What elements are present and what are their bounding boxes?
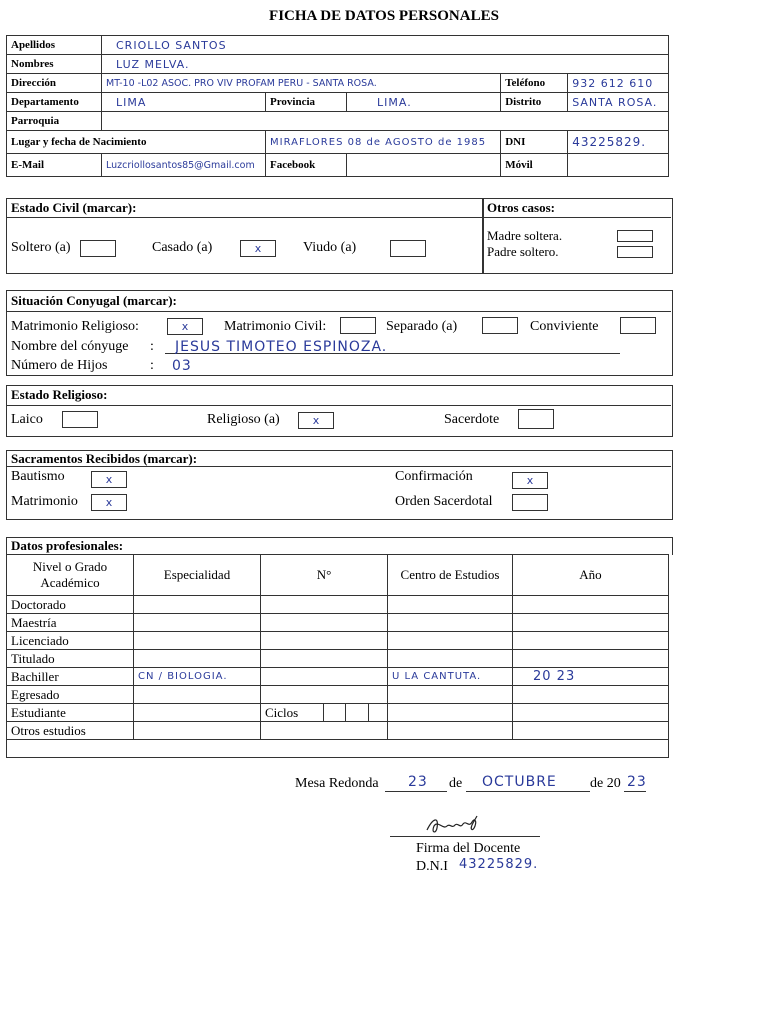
distrito-label: Distrito	[501, 93, 568, 112]
table-row	[7, 668, 669, 686]
cell[interactable]	[513, 650, 669, 668]
ciclos-label: Ciclos	[265, 704, 299, 720]
col-centro: Centro de Estudios	[388, 555, 513, 596]
madre-soltera-checkbox[interactable]	[617, 230, 653, 242]
cell[interactable]	[134, 596, 261, 614]
profesionales-heading: Datos profesionales:	[11, 538, 124, 553]
ciclos-cell	[261, 704, 388, 722]
table-row	[7, 704, 669, 722]
apellidos-value[interactable]: CRIOLLO SANTOS	[102, 36, 669, 55]
profesionales-table	[6, 554, 669, 758]
row-label: Doctorado	[7, 596, 134, 614]
dni-label: DNI	[501, 131, 568, 154]
casado-checkbox[interactable]: x	[240, 240, 276, 257]
col-numero: N°	[261, 555, 388, 596]
viudo-checkbox[interactable]	[390, 240, 426, 257]
distrito-value[interactable]: SANTA ROSA.	[568, 93, 669, 112]
mesa-label: Mesa Redonda	[295, 776, 379, 791]
cell[interactable]	[134, 722, 261, 740]
conyuge-label: Nombre del cónyuge	[11, 339, 129, 354]
cell[interactable]	[134, 686, 261, 704]
viudo-label: Viudo (a)	[303, 240, 357, 255]
soltero-label: Soltero (a)	[11, 240, 71, 255]
cell[interactable]	[134, 704, 261, 722]
hijos-label: Número de Hijos	[11, 358, 108, 373]
dni-footer-label: D.N.I	[416, 859, 448, 874]
cell[interactable]	[513, 614, 669, 632]
sacramentos-heading: Sacramentos Recibidos (marcar):	[11, 451, 198, 466]
divider	[6, 311, 671, 312]
bautismo-label: Bautismo	[11, 469, 65, 484]
col-anio: Año	[513, 555, 669, 596]
matrimonio-civil-label: Matrimonio Civil:	[224, 319, 327, 334]
matrimonio-checkbox[interactable]: x	[91, 494, 127, 511]
orden-sacerdotal-label: Orden Sacerdotal	[395, 494, 493, 509]
laico-label: Laico	[11, 412, 43, 427]
cell[interactable]	[388, 722, 513, 740]
soltero-checkbox[interactable]	[80, 240, 116, 257]
cell[interactable]	[388, 650, 513, 668]
cell[interactable]	[261, 650, 388, 668]
estado-civil-heading: Estado Civil (marcar):	[11, 200, 137, 215]
row-label: Egresado	[7, 686, 134, 704]
sacerdote-label: Sacerdote	[444, 412, 500, 427]
cell[interactable]	[261, 596, 388, 614]
cell[interactable]	[388, 704, 513, 722]
direccion-label: Dirección	[7, 74, 102, 93]
lugar-label: Lugar y fecha de Nacimiento	[7, 131, 266, 154]
firma-label: Firma del Docente	[416, 841, 521, 856]
row-label: Titulado	[7, 650, 134, 668]
divider	[6, 217, 671, 218]
row-label: Estudiante	[7, 704, 134, 722]
apellidos-label: Apellidos	[7, 36, 102, 55]
facebook-value[interactable]	[347, 154, 501, 177]
confirmacion-checkbox[interactable]: x	[512, 472, 548, 489]
cell[interactable]	[513, 686, 669, 704]
cell[interactable]	[134, 650, 261, 668]
departamento-label: Departamento	[7, 93, 102, 112]
row-label: Bachiller	[7, 668, 134, 686]
conviviente-label: Conviviente	[530, 319, 599, 334]
parroquia-value[interactable]	[102, 112, 669, 131]
dia-value: 23	[408, 774, 428, 790]
separado-label: Separado (a)	[386, 319, 458, 334]
departamento-value[interactable]: LIMA	[102, 93, 266, 112]
matrimonio-label: Matrimonio	[11, 494, 78, 509]
table-row	[7, 596, 669, 614]
cell[interactable]	[261, 614, 388, 632]
conviviente-checkbox[interactable]	[620, 317, 656, 334]
provincia-value[interactable]: LIMA.	[347, 93, 501, 112]
ciclos-box[interactable]	[323, 704, 369, 721]
cell[interactable]	[261, 632, 388, 650]
telefono-value[interactable]: 932 612 610	[568, 74, 669, 93]
table-row	[7, 722, 669, 740]
lugar-value[interactable]: MIRAFLORES 08 de AGOSTO de 1985	[266, 131, 501, 154]
laico-checkbox[interactable]	[62, 411, 98, 428]
cell[interactable]	[513, 722, 669, 740]
table-row	[7, 740, 669, 758]
cell[interactable]	[513, 704, 669, 722]
cell[interactable]	[388, 614, 513, 632]
divider	[6, 405, 671, 406]
row-label: Licenciado	[7, 632, 134, 650]
cell[interactable]	[134, 632, 261, 650]
table-row	[7, 614, 669, 632]
direccion-value[interactable]: MT-10 -L02 ASOC. PRO VIV PROFAM PERU - SANTA ROSA.	[102, 74, 501, 93]
col-nivel: Nivel o Grado Académico	[7, 555, 134, 596]
blank-row[interactable]	[7, 740, 669, 758]
cell[interactable]	[134, 614, 261, 632]
separado-checkbox[interactable]	[482, 317, 518, 334]
casado-label: Casado (a)	[152, 240, 213, 255]
religioso-checkbox[interactable]: x	[298, 412, 334, 429]
movil-value[interactable]	[568, 154, 669, 177]
cell[interactable]	[388, 686, 513, 704]
de-anio-label: de 20	[590, 776, 621, 791]
dni-value[interactable]: 43225829.	[568, 131, 669, 154]
dni-footer-value[interactable]: 43225829.	[459, 857, 539, 872]
email-label: E-Mail	[7, 154, 102, 177]
telefono-label: Teléfono	[501, 74, 568, 93]
cell[interactable]	[388, 632, 513, 650]
padre-soltero-label: Padre soltero.	[487, 244, 559, 259]
signature-image	[425, 812, 485, 838]
col-especialidad: Especialidad	[134, 555, 261, 596]
hijos-colon: :	[150, 358, 154, 373]
cell[interactable]	[513, 632, 669, 650]
movil-label: Móvil	[501, 154, 568, 177]
mes-value: OCTUBRE	[482, 774, 557, 790]
row-label: Maestría	[7, 614, 134, 632]
table-row	[7, 650, 669, 668]
confirmacion-label: Confirmación	[395, 469, 473, 484]
email-value[interactable]: Luzcriollosantos85@Gmail.com	[102, 154, 266, 177]
bautismo-checkbox[interactable]: x	[91, 471, 127, 488]
cell[interactable]	[261, 686, 388, 704]
hijos-value[interactable]: 03	[172, 358, 192, 374]
cell[interactable]	[261, 668, 388, 686]
page-title: FICHA DE DATOS PERSONALES	[269, 8, 499, 24]
conyuge-colon: :	[150, 339, 154, 354]
nombres-value[interactable]: LUZ MELVA.	[102, 55, 669, 74]
nombres-label: Nombres	[7, 55, 102, 74]
row-label: Otros estudios	[7, 722, 134, 740]
matrimonio-religioso-label: Matrimonio Religioso:	[11, 319, 139, 334]
conyuge-value: JESUS TIMOTEO ESPINOZA.	[175, 339, 388, 355]
conyugal-heading: Situación Conyugal (marcar):	[11, 293, 177, 308]
parroquia-label: Parroquia	[7, 112, 102, 131]
religioso-label: Religioso (a)	[207, 412, 280, 427]
sacerdote-checkbox[interactable]	[518, 409, 554, 429]
facebook-label: Facebook	[266, 154, 347, 177]
table-row	[7, 632, 669, 650]
bachiller-centro[interactable]: U LA CANTUTA.	[388, 668, 513, 686]
cell[interactable]	[388, 596, 513, 614]
orden-sacerdotal-checkbox[interactable]	[512, 494, 548, 511]
de-label: de	[449, 776, 463, 791]
provincia-label: Provincia	[266, 93, 347, 112]
cell[interactable]	[261, 722, 388, 740]
estado-religioso-heading: Estado Religioso:	[11, 387, 108, 402]
matrimonio-religioso-checkbox[interactable]: x	[167, 318, 203, 335]
signature-line	[390, 836, 540, 837]
bachiller-especialidad[interactable]: CN / BIOLOGIA.	[134, 668, 261, 686]
matrimonio-civil-checkbox[interactable]	[340, 317, 376, 334]
cell[interactable]	[513, 596, 669, 614]
bachiller-anio[interactable]: 20 23	[513, 668, 669, 686]
table-row	[7, 686, 669, 704]
padre-soltero-checkbox[interactable]	[617, 246, 653, 258]
anio-value: 23	[627, 774, 647, 790]
madre-soltera-label: Madre soltera.	[487, 228, 563, 243]
personal-data-table	[6, 35, 669, 177]
otros-casos-heading: Otros casos:	[487, 200, 556, 215]
